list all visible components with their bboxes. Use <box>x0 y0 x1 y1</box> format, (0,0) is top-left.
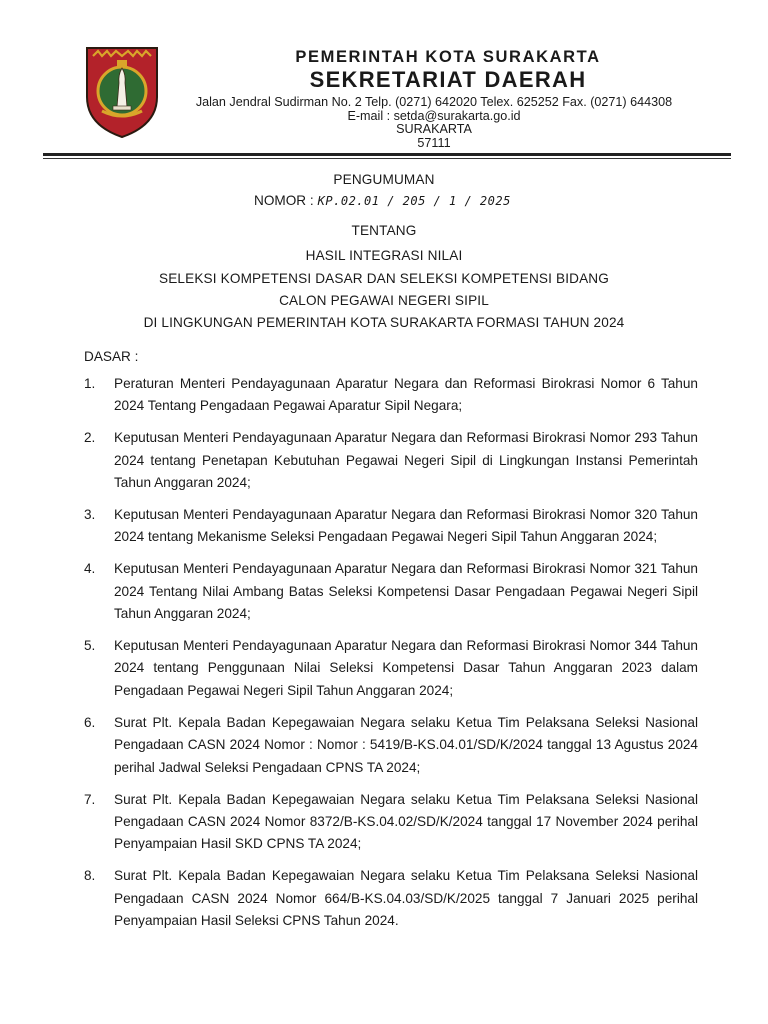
list-item-text: Keputusan Menteri Pendayagunaan Aparatur Negara dan Reformasi Birokrasi Nomor 321 Tahun 2024 Tentang Nilai Ambang Batas Seleksi Kompetensi Dasar Pengadaan Pegawai Negeri Sipil Tahun Anggaran 2024; <box>114 561 698 622</box>
nomor-label: NOMOR : <box>254 193 314 208</box>
address-email: E-mail : setda@surakarta.go.id <box>347 108 521 123</box>
office-name: SEKRETARIAT DAERAH <box>309 67 587 92</box>
list-item-text: Peraturan Menteri Pendayagunaan Aparatur Negara dan Reformasi Birokrasi Nomor 6 Tahun 2024 Tentang Pengadaan Pegawai Aparatur Sipil Negara; <box>114 376 698 414</box>
list-item-number: 3. <box>84 507 96 523</box>
list-item-number: 1. <box>84 376 96 391</box>
list-item-number: 4. <box>84 561 96 577</box>
list-item-text: Surat Plt. Kepala Badan Kepegawaian Negara selaku Ketua Tim Pelaksana Seleksi Nasional Pengadaan CASN 2024 Nomor 8372/B-KS.04.02/SD/K/2024 tanggal 17 November 2024 perihal Penyampaian Hasil SKD CPNS TA 2024; <box>114 791 698 852</box>
letterhead-rule-thick <box>43 153 731 156</box>
address-postal-code: 57111 <box>417 135 451 150</box>
surakarta-city-emblem-icon <box>84 45 160 139</box>
list-item <box>84 373 698 418</box>
list-item-text: Keputusan Menteri Pendayagunaan Aparatur Negara dan Reformasi Birokrasi Nomor 293 Tahun 2024 tentang Penetapan Kebutuhan Pegawai Negeri Sipil di Lingkungan Instansi Pemerintah Tahun Anggaran 2024; <box>114 430 698 491</box>
list-item-number: 2. <box>84 430 96 446</box>
document-number <box>254 193 511 208</box>
subject-line-4: DI LINGKUNGAN PEMERINTAH KOTA SURAKARTA FORMASI TAHUN 2024 <box>143 315 625 330</box>
document-kind: PENGUMUMAN <box>333 172 435 187</box>
list-item <box>84 558 698 625</box>
list-item <box>84 635 698 702</box>
subject-line-3: CALON PEGAWAI NEGERI SIPIL <box>279 293 489 308</box>
list-item-number: 7. <box>84 791 96 807</box>
list-item <box>84 865 698 932</box>
subject-line-1: HASIL INTEGRASI NILAI <box>305 248 463 263</box>
list-item <box>84 712 698 779</box>
letterhead-rule-thin <box>43 158 731 159</box>
list-item-number: 8. <box>84 868 96 884</box>
list-item-text: Surat Plt. Kepala Badan Kepegawaian Negara selaku Ketua Tim Pelaksana Seleksi Nasional Pengadaan CASN 2024 Nomor 664/B-KS.04.03/SD/K/2025 tanggal 7 Januari 2025 perihal Penyampaian Hasil Seleksi CPNS Tahun 2024. <box>114 868 698 929</box>
dasar-label: DASAR : <box>84 349 139 364</box>
nomor-value: KP.02.01 / 205 / 1 / 2025 <box>317 194 511 208</box>
subject-line-2: SELEKSI KOMPETENSI DASAR DAN SELEKSI KOMPETENSI BIDANG <box>158 271 610 286</box>
government-name: PEMERINTAH KOTA SURAKARTA <box>295 48 601 66</box>
list-item <box>84 427 698 494</box>
list-item-text: Keputusan Menteri Pendayagunaan Aparatur Negara dan Reformasi Birokrasi Nomor 344 Tahun 2024 tentang Penggunaan Nilai Seleksi Kompetensi Dasar Tahun Anggaran 2023 dalam Pengadaan Pegawai Negeri Sipil Tahun Anggaran 2024; <box>114 638 698 698</box>
list-item-text: Surat Plt. Kepala Badan Kepegawaian Negara selaku Ketua Tim Pelaksana Seleksi Nasional Pengadaan CASN 2024 Nomor : Nomor : 5419/B-KS.04.01/SD/K/2024 tanggal 13 Agustus 2024 perihal Jadwal Seleksi Pengadaan CPNS TA 2024; <box>114 714 698 775</box>
address-street-contact: Jalan Jendral Sudirman No. 2 Telp. (0271) 642020 Telex. 625252 Fax. (0271) 644308 <box>195 95 673 109</box>
list-item <box>84 504 698 549</box>
tentang-label: TENTANG <box>351 223 417 238</box>
list-item <box>84 789 698 856</box>
address-city: SURAKARTA <box>396 122 472 136</box>
list-item-text: Keputusan Menteri Pendayagunaan Aparatur Negara dan Reformasi Birokrasi Nomor 320 Tahun 2024 tentang Mekanisme Seleksi Pengadaan Pegawai Negeri Sipil Tahun Anggaran 2024; <box>114 507 698 545</box>
letterhead-address <box>164 96 704 150</box>
dasar-list <box>84 373 698 942</box>
list-item-number: 5. <box>84 638 96 654</box>
list-item-number: 6. <box>84 714 96 730</box>
